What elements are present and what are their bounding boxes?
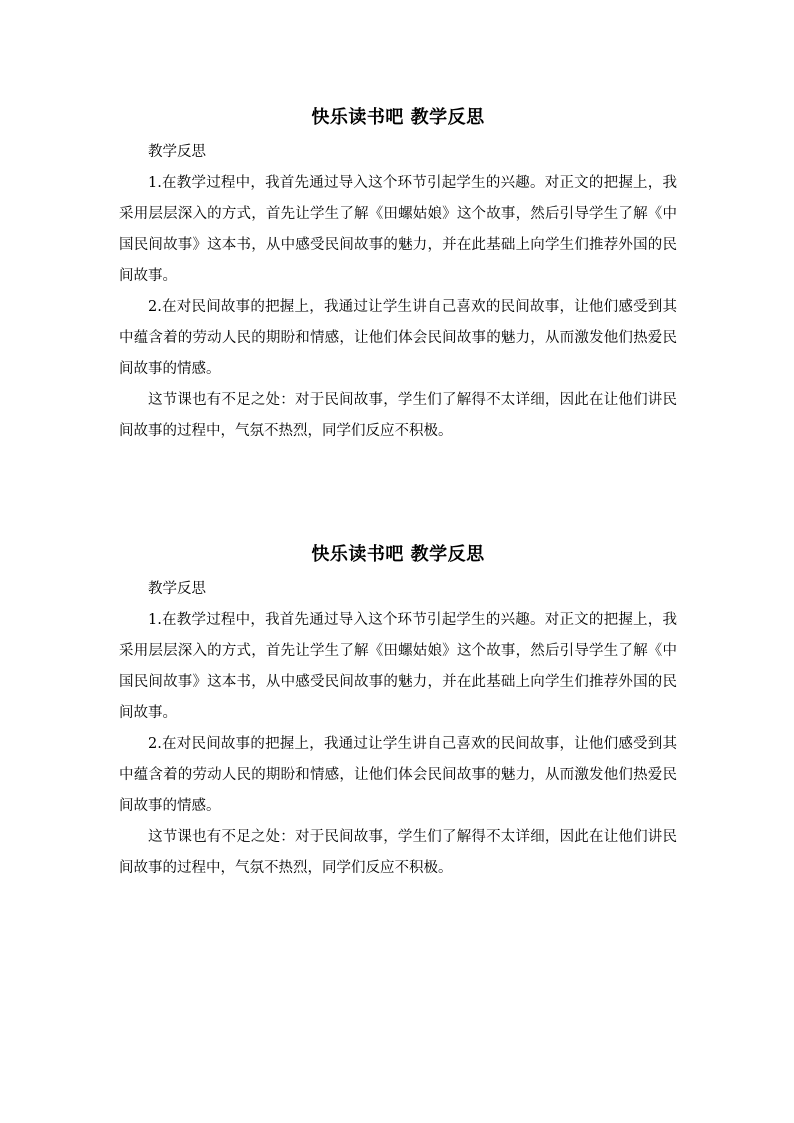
reflection-section-2: [119, 540, 677, 884]
document-title: 快乐读书吧 教学反思: [311, 107, 485, 128]
reflection-section-1: [119, 103, 677, 447]
document-title: 快乐读书吧 教学反思: [311, 544, 485, 565]
paragraph-2: 2.在对民间故事的把握上，我通过让学生讲自己喜欢的民间故事，让他们感受到其中蕴含着的劳动人民的期盼和情感，让他们体会民间故事的魅力，从而激发他们热爱民间故事的情感。: [119, 299, 677, 377]
subheading: 教学反思: [148, 581, 206, 597]
subheading: 教学反思: [148, 144, 206, 160]
paragraph-3: 这节课也有不足之处：对于民间故事，学生们了解得不太详细，因此在让他们讲民间故事的过程中，气氛不热烈，同学们反应不积极。: [119, 829, 677, 876]
paragraph-2: 2.在对民间故事的把握上，我通过让学生讲自己喜欢的民间故事，让他们感受到其中蕴含着的劳动人民的期盼和情感，让他们体会民间故事的魅力，从而激发他们热爱民间故事的情感。: [119, 736, 677, 814]
paragraph-1: 1.在教学过程中，我首先通过导入这个环节引起学生的兴趣。对正文的把握上，我采用层层深入的方式，首先让学生了解《田螺姑娘》这个故事，然后引导学生了解《中国民间故事》这本书，从中感受民间故事的魅力，并在此基础上向学生们推荐外国的民间故事。: [119, 175, 677, 284]
paragraph-3: 这节课也有不足之处：对于民间故事，学生们了解得不太详细，因此在让他们讲民间故事的过程中，气氛不热烈，同学们反应不积极。: [119, 392, 677, 439]
paragraph-1: 1.在教学过程中，我首先通过导入这个环节引起学生的兴趣。对正文的把握上，我采用层层深入的方式，首先让学生了解《田螺姑娘》这个故事，然后引导学生了解《中国民间故事》这本书，从中感受民间故事的魅力，并在此基础上向学生们推荐外国的民间故事。: [119, 612, 677, 721]
